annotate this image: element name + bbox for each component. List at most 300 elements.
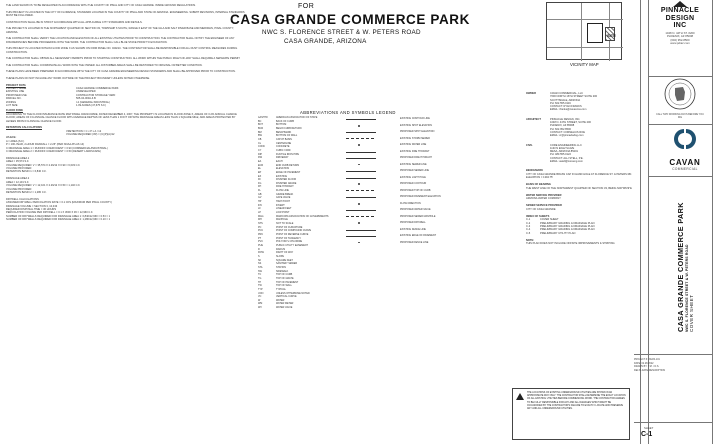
title-block-row: DATE: 02.28.2022: [634, 361, 654, 365]
team-line: CORE ENGINEERING LLC: [550, 143, 582, 147]
abbreviation: PUE: [258, 243, 263, 247]
legend-line-icon: [346, 138, 376, 139]
team-detail: [550, 118, 636, 138]
divider-line: [648, 0, 649, 444]
abbreviation-definition: TOP OF WALL: [276, 284, 292, 288]
team-line: CAVAN COMMERCIAL, LLC: [550, 92, 584, 95]
title-for: FOR: [298, 3, 315, 10]
divider-line: [634, 354, 712, 355]
legend-line-icon: [346, 178, 376, 179]
abbreviation-definition: FLOW LINE: [276, 189, 289, 193]
legend-dot-icon: [358, 164, 360, 165]
note-text: THIS PLAN DOES NOT INCLUDE OFFSITE IMPROVEMENTS & STRIPING: [526, 242, 615, 246]
team-line: PH: 602.952.8500: [550, 127, 571, 131]
abbreviation: STA: [258, 265, 263, 269]
retention-line: RETENTION BASIN 2 = 1,280 C.F.: [6, 190, 47, 194]
abbreviation: FG: [258, 181, 262, 185]
basis-of-bearing-text: THE WEST LINE OF THE NORTHWEST QUARTER OF SECTION 33, BEING N00°08'29"E: [526, 186, 632, 190]
legend-line-icon: [346, 210, 376, 211]
legend-line-icon: [346, 158, 376, 159]
firm-name-1: PINNACLE: [660, 7, 700, 14]
abbreviation: GB: [258, 192, 262, 196]
legend-label: EXISTING WATER LINE: [400, 143, 427, 146]
team-line: PHOENIX, AZ 85008: [550, 124, 575, 128]
abbreviation-definition: SIDEWALK: [276, 269, 289, 273]
abbreviation: HP: [258, 200, 262, 204]
abbreviation-definition: WATER METER: [276, 302, 294, 306]
retention-line: VOLUME PROVIDED:: [6, 167, 32, 171]
team-role: OWNER: [526, 92, 536, 95]
abbreviation-definition: ELEVATION: [276, 167, 290, 171]
title-block: [634, 358, 678, 372]
abbreviation: PRC: [258, 233, 264, 236]
sheet-index-title: PRELIMINARY GRADING & DRAINAGE PLAN: [540, 221, 595, 225]
abbreviation: EP: [258, 170, 262, 174]
project-data-value: CONTRACTOR STORAGE YARD: [76, 93, 116, 97]
legend-label: PROPOSED WATER VALVE: [400, 208, 431, 211]
general-note: THIS PROJECT IS LOCATED WITHIN FLOOD ZONE X AS SHOWN ON FIRM PANEL NO. 04021C. THE CONTRACTOR SHALL BE RESPONSIBLE FOR ALL DUST CONTROL MEASURES DURING CONSTRUCTION.: [6, 47, 238, 54]
project-data-key: PARCEL NO.: [6, 97, 22, 101]
abbreviation-definition: GRADE BREAK: [276, 192, 294, 196]
abbreviation-definition: RADIUS: [276, 247, 286, 251]
abbreviation-definition: BOTTOM OF WALL: [276, 134, 298, 138]
arizona-811-stamp-icon: [664, 78, 696, 112]
retention-line: DRAINAGE VOLUME = SECTION 3, 10,433: [6, 204, 58, 208]
abbreviation: CY: [258, 148, 262, 152]
general-note: THE CONTRACTOR SHALL VERIFY THE LOCATION AND ELEVATION OF ALL EXISTING UTILITIES PRIOR TO CONSTRUCTION. THE CONTRACTOR SHALL NOTIFY THE ENGINEER OF ANY DISCREPANCIES BEFORE PROCEEDING WITH THE WORK. THE CONTRACTOR SHALL CALL BLUE STAKE PRIOR TO EXCAVATION.: [6, 37, 235, 44]
abbreviation: EX: [258, 174, 262, 178]
abbreviation: S: [258, 254, 260, 258]
abbreviation: R: [258, 247, 260, 251]
sewer-provider-text: CITY OF CASA GRANDE: [526, 207, 556, 211]
legend-label: PROPOSED SEWER LINE: [400, 169, 429, 172]
retention-formula: VRETENTION = C x P x A / 12: [66, 129, 102, 133]
legend-label: PROPOSED FENCE LINE: [400, 240, 429, 244]
retention-line: AREA = 35,574 S.F.: [6, 160, 29, 164]
utility-notice: [512, 388, 630, 440]
client-name: CAVAN: [669, 158, 701, 167]
legend-label: PROPOSED CONTOUR: [400, 182, 427, 185]
abbreviation-definition: SLOPE: [276, 254, 284, 258]
abbreviations-list: [258, 116, 338, 310]
abbreviation-row: [258, 306, 338, 310]
legend-label: PROPOSED PAVEMENT ELEVATION: [400, 195, 441, 198]
firm-address-line: www.pdiaz.com: [670, 41, 690, 46]
firm-logo: [647, 1, 713, 46]
legend-label: EXISTING SEWER LINE: [400, 162, 427, 166]
abbreviation: SW: [258, 269, 262, 273]
retention-line: RETENTION BASIN 1 = 6,840 C.F.: [6, 170, 47, 174]
abbreviation-definition: LINEAR FEET: [276, 207, 292, 211]
legend-label: EXISTING LIGHT POLE: [400, 175, 426, 179]
notice-text: THE LOCATIONS OF EXISTING UNDERGROUND UTILITIES ARE SHOWN IN AN APPROXIMATE WAY ONLY. THE CONTRACTOR SHALL DETERMINE THE EXACT LOCATION OF ALL EXISTING UTILITIES BEFORE COMMENCING WORK. THE CONTRACTOR AGREES TO BE FULLY RESPONSIBLE FOR ANY AND ALL DAMAGES WHICH MIGHT BE OCCASIONED BY THE CONTRACTOR'S FAILURE TO EXACTLY LOCATE AND PRESERVE ANY AND ALL UNDERGROUND UTILITIES.: [527, 392, 626, 411]
abbreviation-definition: CUBIC YARD: [276, 148, 291, 152]
abbreviation-definition: BOTTOM: [276, 123, 287, 127]
team-line: MESA, ARIZONA 85201: [550, 150, 578, 154]
vertical-project-title: CASA GRANDE COMMERCE PARK: [676, 202, 685, 332]
client-logo: [664, 126, 706, 171]
abbreviation-definition: CATCH BASIN: [276, 137, 292, 141]
abbreviation: TYP: [258, 287, 263, 291]
legend-line-icon: [346, 171, 376, 172]
sheet-index-number: C-3: [526, 224, 531, 228]
project-data-row: [6, 104, 246, 107]
team-line: 1048 N. 44TH STREET, SUITE 200: [550, 121, 591, 125]
legend-label: EXISTING FENCE LINE: [400, 227, 426, 231]
legend-dot-icon: [358, 183, 360, 185]
abbreviation: BW: [258, 134, 262, 138]
abbreviation-definition: BACK OF CURB: [276, 119, 294, 123]
general-note: THE CONTRACTOR SHALL COORDINATE ALL WORK WITH THE OWNER. ALL DISTURBED AREAS SHALL BE RESTORED TO ORIGINAL OR BETTER CONDITION.: [6, 63, 203, 67]
retention-line: P = 100-YEAR, 2-HOUR RAINFALL = 2.26" (PER NOAA ATLAS 14): [6, 143, 84, 147]
abbreviation: BC: [258, 119, 262, 123]
abbreviation: BOT: [258, 123, 263, 127]
firm-address: [647, 32, 713, 46]
abbreviation-definition: STATION: [276, 265, 287, 269]
retention-line: WHERE:: [6, 136, 17, 140]
abbreviation: PCC: [258, 229, 264, 233]
abbreviation-definition: MARICOPA ASSOCIATION OF GOVERNMENTS: [276, 214, 329, 218]
general-note: THESE PLANS HAVE BEEN PREPARED IN ACCORDANCE WITH THE CITY OF CASA GRANDE ENGINEERING DESIGN STANDARDS AND SHALL BE APPROVED PRIOR TO CONSTRUCTION.: [6, 70, 236, 74]
abbreviation-definition: BENCHMARK: [276, 130, 292, 134]
abbreviation: W: [258, 298, 261, 302]
general-note: THE PROJECT IS LOCATED IN THE NORTHWEST QUARTER OF SECTION 33, TOWNSHIP 6 SOUTH, RANGE 6 EAST OF THE GILA AND SALT RIVER BASE AND MERIDIAN, PINAL COUNTY, ARIZONA.: [6, 27, 234, 34]
benchmark-text: CITY OF CASA GRANDE BRASS CAP IN HAND HOLE AT FLORENCE ST. & PETERS RD. ELEVATION = 1394.75': [526, 172, 633, 179]
abbreviation-definition: POINT OF REVERSE CURVE: [276, 233, 309, 236]
legend-label: EXISTING CONTOUR LINE: [400, 117, 430, 120]
abbreviation-definition: BEGIN CURB RETURN: [276, 126, 302, 130]
project-address: NWC S. FLORENCE STREET & W. PETERS ROAD: [262, 29, 421, 36]
retention-line: VOLUME REQUIRED: V = 12,101 X 2.26/12 X 0.50 = 1,140 C.F.: [6, 184, 81, 188]
abbreviation: ROW: [258, 251, 264, 255]
legend-dot-icon: [358, 125, 360, 127]
water-provider-text: ARIZONA WATER COMPANY: [526, 197, 561, 201]
legend-dot-icon: [358, 203, 360, 205]
sheet-index-number: C-4: [526, 228, 531, 232]
team-line: PH: 602.555.0119: [550, 101, 571, 105]
abbreviation-definition: UNLESS OTHERWISE NOTED: [276, 291, 310, 295]
general-note: CONSTRUCTION SHALL BE IN STRICT ACCORDANCE WITH ALL APPLICABLE CITY STANDARDS AND DETAILS.: [6, 20, 143, 24]
abbreviation-definition: SQUARE FEET: [276, 258, 293, 262]
firm-address-line: (602) 952-8500: [670, 37, 690, 42]
legend-line-icon: [346, 230, 376, 231]
team-block: [526, 118, 636, 138]
project-team: [526, 92, 636, 247]
legend-label: EXISTING EDGE OF PAVEMENT: [400, 234, 437, 237]
abbreviation: BCR: [258, 126, 264, 130]
vicinity-map: [546, 2, 622, 60]
abbreviation-definition: FINISHED FLOOR: [276, 178, 297, 182]
firm-name-3: INC: [673, 22, 687, 29]
sheet-index-row: [526, 232, 636, 235]
firm-address-line: 1048 N. 44TH ST. #200: [665, 30, 695, 35]
retention-formula: VOLUME REQUIRED (VR) = (C)(P)(A)/12: [66, 133, 115, 137]
sheet-number: C-1: [641, 431, 653, 438]
abbreviation-definition: POINT OF TANGENCY: [276, 236, 301, 240]
abbreviation: LF: [258, 207, 261, 211]
abbreviation: TW: [258, 284, 262, 288]
legend-line-icon: [346, 216, 376, 217]
project-data-key: LOT SIZE: [6, 104, 18, 107]
abbreviation-definition: PUBLIC UTILITY EASEMENT: [276, 243, 308, 247]
project-data-key: PROJECT NAME: [6, 86, 27, 90]
project-data-key: ZONING: [6, 100, 17, 104]
firm-address-line: PHOENIX, AZ 85008: [666, 34, 694, 39]
legend-dot-icon: [358, 144, 360, 146]
divider-line: [648, 76, 712, 77]
title-block-row: DELTA DATE DESCRIPTION: [634, 368, 666, 372]
abbreviation-definition: POINT OF CURVATURE: [276, 225, 303, 229]
retention-line: AREA = 12,101 S.F.: [6, 180, 29, 184]
retention-line: C DRAINAGE AREA 1 = RUNOFF COEFFICIENT = 0.90 (COMMERCIAL/INDUSTRIAL): [6, 146, 108, 150]
legend-line-icon: [346, 152, 376, 153]
sheet-index-title: PRELIMINARY GRADING & DRAINAGE PLAN: [540, 228, 595, 232]
abbreviation-definition: RIGHT OF WAY: [276, 251, 294, 255]
general-note: THIS PROJECT IS LOCATED IN THE CITY OF FLORENCE, STANDARD LOCATED IN THE COUNTY OF PINAL AND STATE OF ARIZONA. ENGINEERING. SUBMIT REVISIONS, INTERNAL STANDARDS MUST BE FOLLOWED.: [6, 10, 245, 17]
legend-list: [400, 116, 441, 246]
project-data-key: EXISTING USE: [6, 90, 25, 94]
water-provider-heading: WATER SERVICE PROVIDER: [526, 193, 562, 197]
abbreviation-definition: GATE VALVE: [276, 196, 291, 200]
legend-line-icon: [346, 132, 376, 133]
team-line: 7600 NORTH 16TH STREET SUITE 200: [550, 95, 598, 99]
project-data-value: UNDEVELOPED: [76, 90, 96, 94]
team-line: 1133 N EIGHTH AVE: [550, 146, 575, 150]
abbreviation: WM: [258, 302, 263, 306]
team-line: PINNACLE DESIGN, INC.: [550, 117, 581, 121]
team-block: [526, 92, 636, 112]
abbreviation-definition: POLYVINYL CHLORIDE: [276, 240, 303, 244]
retention-line: VOLUME REQUIRED: V = 35,574 X 2.26/12 X 0.90 = 6,033 C.F.: [6, 163, 81, 167]
retention-line: NUMBER OF DRYWELLS REQUIRED FOR DRAINAGE AREA 2: 1,280/12,960 = 0.10 = 1: [6, 218, 111, 222]
project-data-value: 505-04-003A & B: [76, 97, 96, 101]
client-sub: COMMERCIAL: [672, 167, 698, 171]
abbreviation: MAG: [258, 214, 264, 218]
divider-line: [640, 0, 641, 444]
firm-name-2: DESIGN: [665, 14, 695, 22]
vicinity-map-caption: VICINITY MAP: [570, 62, 599, 67]
map-road: [547, 47, 623, 48]
retention-line: DRAINAGE AREA 1: [6, 156, 30, 160]
abbreviation: TC: [258, 273, 262, 277]
note-heading: NOTE:: [526, 238, 535, 242]
abbreviation: AASHTO: [258, 116, 268, 119]
abbreviation-definition: TOP OF GRATE: [276, 276, 294, 280]
abbreviation: CONC: [258, 145, 266, 149]
retention-line: ASSUMED DRYWELL PERCOLATION RATE = 0.1 CFS (MAXIMUM PER PINAL COUNTY): [6, 201, 112, 205]
legend-symbols: [346, 116, 396, 246]
abbreviation: WV: [258, 306, 262, 310]
abbreviation: EA: [258, 159, 262, 163]
divider-line: [648, 124, 712, 125]
abbreviation-definition: FINISHED GRADE: [276, 181, 297, 185]
legend-label: PROPOSED DRYWELL: [400, 221, 426, 224]
sheet-index-title: PRELIMINARY UTILITY PLAN: [540, 231, 576, 235]
team-line: PH: 480.555.0122: [550, 153, 571, 157]
abbreviation: PVC: [258, 240, 263, 244]
flood-zone-text: ACCORDING TO THE FLOOD INSURANCE RATE MAP PANEL 04021C0460E, DATED DECEMBER 4, 2007, THE PROPERTY IS LOCATED IN FLOOD ZONE X, AREAS OF 0.2% ANNUAL CHANCE FLOOD; AREAS OF 1% ANNUAL CHANCE FLOOD WITH AVERAGE DEPTHS OF LESS THAN 1 FOOT OR WITH DRAINAGE AREAS LESS THAN 1 SQUARE MILE; AND AREAS PROTECTED BY LEVEES FROM 1% ANNUAL CHANCE FLOOD.: [6, 112, 237, 123]
flood-zone-heading: FLOOD ZONE: [6, 109, 24, 113]
team-line: CONTACT: ALLI STELL, P.E.: [550, 156, 584, 160]
project-data-key: PROPOSED USE: [6, 93, 27, 97]
divider-line: [712, 0, 713, 444]
abbreviation-definition: EACH: [276, 159, 283, 163]
legend-label: PROPOSED TOP OF CURB: [400, 188, 431, 192]
team-line: EMAIL: rfranks@cavancos.com: [550, 108, 587, 112]
abbreviation-definition: VERTICAL CURVE: [276, 295, 297, 299]
benchmark-heading: BENCHMARK: [526, 169, 544, 173]
title-block-row: DRAWN BY: T.M. / D.S.: [634, 365, 660, 369]
legend-line-icon: [346, 236, 376, 237]
abbreviation: LP: [258, 211, 261, 215]
abbreviation-definition: TOP OF PAVEMENT: [276, 280, 299, 284]
retention-line: PERCOLATION VOLUME PER DRYWELL = 0.1 X 3600 X 36 = 12,960 C.F.: [6, 211, 94, 215]
legend-line-icon: [346, 197, 376, 198]
sheet-index-number: C-5: [526, 231, 531, 235]
team-role: CIVIL: [526, 143, 533, 147]
legend-symbol: [346, 240, 396, 247]
map-parcel: [587, 23, 603, 43]
sheet-index-title: PRELIMINARY GRADING & DRAINAGE PLAN: [540, 224, 595, 228]
abbreviation: DW: [258, 156, 262, 160]
abbreviation-definition: POINT OF COMPOUND CURVE: [276, 229, 312, 233]
project-data-heading: PROJECT DATA: [6, 83, 26, 87]
vertical-sheet-name: COVER SHEET: [689, 294, 694, 332]
abbreviation: FL: [258, 189, 261, 193]
abbreviation-definition: DRIVEWAY: [276, 156, 289, 160]
abbreviation: DIP: [258, 152, 262, 156]
abbreviation-definition: FIRE HYDRANT: [276, 185, 294, 189]
retention-heading: RETENTION CALCULATIONS: [6, 126, 42, 130]
abbreviation-definition: CENTERLINE: [276, 141, 292, 145]
abbreviation-definition: WATER VALVE: [276, 306, 293, 310]
abbreviation: VC: [258, 295, 262, 299]
vertical-address: NWC S. FLORENCE STREET & W. PETERS ROAD: [685, 244, 689, 332]
project-title: CASA GRANDE COMMERCE PARK: [230, 12, 471, 27]
team-line: EMAIL: cr@pinnacledsg.com: [550, 134, 584, 138]
map-road: [547, 19, 623, 20]
abbreviations-title: ABBREVIATIONS AND SYMBOLS LEGEND: [300, 110, 396, 115]
abbreviation-definition: END CURB RETURN: [276, 163, 300, 167]
abbreviation: BM: [258, 130, 262, 134]
abbreviation-definition: WATER: [276, 298, 285, 302]
basis-of-bearing-heading: BASIS OF BEARING: [526, 183, 551, 187]
abbreviation-definition: HIGH POINT: [276, 200, 290, 204]
project-data-value: CASA GRANDE COMMERCE PARK: [76, 86, 119, 90]
retention-line: NUMBER OF DRYWELLS REQUIRED FOR DRAINAGE AREA 1: 6,840/12,960 = 0.53 = 1: [6, 214, 111, 218]
map-road: [581, 3, 582, 61]
sewer-provider-heading: SEWER SERVICE PROVIDER: [526, 204, 562, 208]
legend-label: EXISTING SPOT ELEVATION: [400, 123, 433, 127]
site-label: SITE: [607, 33, 616, 38]
abbreviation-definition: MANHOLE: [276, 218, 288, 222]
general-note: THE CONTRACTOR SHALL OBTAIN ALL NECESSARY PERMITS PRIOR TO STARTING CONSTRUCTION. ALL WORK WITHIN THE PUBLIC RIGHT-OF-WAY SHALL REQUIRE A SEPARATE PERMIT.: [6, 57, 241, 61]
abbreviation: SS: [258, 262, 262, 266]
team-block: [526, 144, 636, 164]
retention-line: REQUIRED DISPOSAL TIME = 36 HOURS: [6, 207, 57, 211]
team-detail: [550, 144, 636, 164]
abbreviation: INV: [258, 203, 262, 207]
abbreviation-definition: EXISTING: [276, 174, 288, 178]
sheet-index-heading: INDEX OF SHEETS: [526, 215, 550, 219]
title-block-row: PROJECT #: 20220-101: [634, 358, 660, 361]
retention-line: VOLUME PROVIDED:: [6, 187, 32, 191]
cavan-logo-icon: [670, 126, 700, 152]
general-note: THE LAND SHOWN IS TO BE DEVELOPED IN ACCORDANCE WITH THE COUNTY OF PINAL AND CITY OF CASA GRANDE. INSIDE GROUND REGULATIONS.: [6, 4, 196, 7]
project-data-value: 1.09 ACRES (47,675 S.F.): [76, 104, 107, 107]
abbreviation: CL: [258, 141, 262, 145]
abbreviation: MH: [258, 218, 262, 222]
abbreviation: FF: [258, 178, 261, 182]
abbreviation: GV: [258, 196, 262, 200]
abbreviation: UON: [258, 291, 264, 295]
abbreviation: TG: [258, 276, 262, 280]
abbreviation-definition: NOT TO SCALE: [276, 222, 294, 226]
retention-line: C DRAINAGE AREA 2 = RUNOFF COEFFICIENT = 0.50 (DESERT LANDSCAPE): [6, 150, 101, 154]
legend-label: EXISTING FIRE HYDRANT: [400, 149, 430, 153]
abbreviation-definition: CONCRETE: [276, 145, 290, 149]
team-line: CONTACT: RYAN FRANKS: [550, 105, 582, 109]
abbreviation: NTS: [258, 222, 263, 226]
abbreviation: PC: [258, 225, 262, 229]
abbreviation: PT: [258, 236, 262, 240]
legend-label: PROPOSED FIRE HYDRANT: [400, 156, 432, 159]
abbreviation: EL: [258, 167, 261, 171]
abbreviation-definition: LOW POINT: [276, 211, 290, 215]
retention-line: A = AREA (S.F.): [6, 139, 25, 143]
divider-line: [634, 422, 712, 423]
project-city: CASA GRANDE, ARIZONA: [284, 38, 367, 45]
team-line: SCOTTSDALE, ARIZONA: [550, 98, 581, 102]
abbreviation-definition: TOP OF CURB: [276, 273, 293, 277]
sheet-index-number: C-1: [526, 218, 531, 222]
retention-line: DRAINAGE AREA 2: [6, 177, 30, 181]
general-note: THESE PLANS DO NOT INCLUDE ANY WORK OUTSIDE OF THE PROJECT BOUNDARY UNLESS NOTED OTHERWISE.: [6, 76, 150, 80]
abbreviation-definition: SANITARY SEWER: [276, 262, 298, 266]
divider-line: [648, 176, 712, 177]
stamp-caption: CALL TWO WORKING DAYS BEFORE YOU DIG: [656, 113, 704, 119]
abbreviation-definition: TYPICAL: [276, 287, 286, 291]
project-data-value: I-2 (GENERAL INDUSTRIAL): [76, 100, 110, 104]
abbreviation-definition: DUCTILE IRON PIPE: [276, 152, 299, 156]
abbreviation: FH: [258, 185, 262, 189]
general-notes: [6, 4, 246, 222]
sheet-index-number: C-2: [526, 221, 531, 225]
vertical-title: [676, 202, 694, 332]
abbreviation: CB: [258, 137, 262, 141]
abbreviation-definition: AMERICAN ASSOCIATION OF STATE: [276, 116, 318, 119]
team-line: CONTACT: CORNELIUS ROE: [550, 130, 585, 134]
legend-line-icon: [346, 190, 376, 191]
legend-label: PROPOSED SPOT ELEVATION: [400, 130, 435, 133]
abbreviation: TP: [258, 280, 262, 284]
abbreviation: SF: [258, 258, 262, 262]
team-line: EMAIL: astell@coreeng.com: [550, 160, 583, 164]
abbreviation: ECR: [258, 163, 264, 167]
sheet-index-title: COVER SHEET: [540, 218, 559, 222]
legend-dot-icon: [358, 242, 360, 243]
abbreviation-definition: INVERT: [276, 203, 285, 207]
warning-icon: [516, 393, 524, 400]
legend-label: EXISTING STORM SEWER: [400, 136, 430, 140]
retention-line: DRYWELL CALCULATIONS: [6, 197, 39, 201]
legend-dot-icon: [358, 222, 360, 224]
team-detail: [550, 92, 636, 112]
abbreviation-definition: EDGE OF PAVEMENT: [276, 170, 301, 174]
sheet-label: SHEET: [644, 426, 654, 430]
legend-label: PROPOSED SEWER MANHOLE: [400, 214, 436, 218]
legend-line-icon: [346, 119, 376, 120]
